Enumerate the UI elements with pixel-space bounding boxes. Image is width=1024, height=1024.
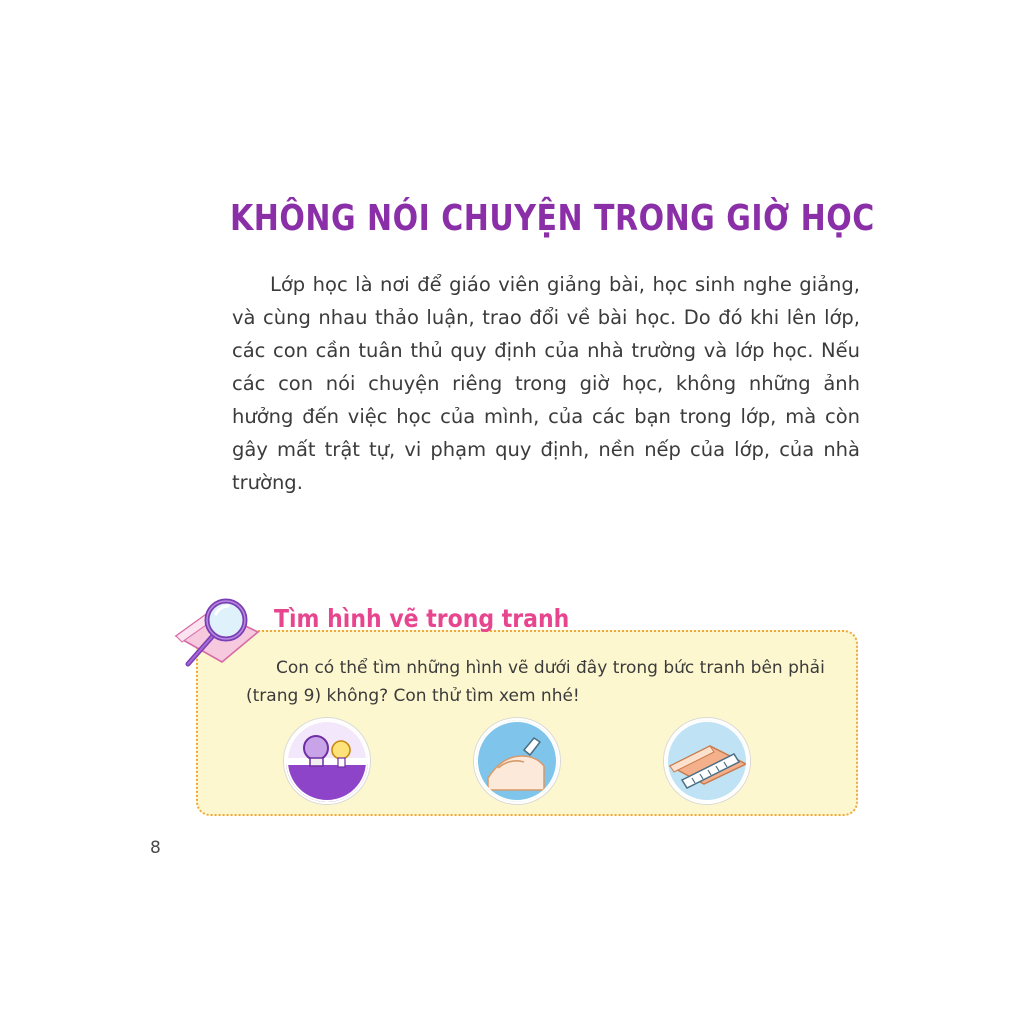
thumb-ruler-book — [664, 718, 750, 804]
activity-instruction: Con có thể tìm những hình vẽ dưới đây trong bức tranh bên phải (trang 9) không? Con thử tìm xem nhé! — [246, 658, 825, 706]
thumb-hand-pen — [474, 718, 560, 804]
thumb-microscope — [284, 718, 370, 804]
activity-heading: Tìm hình vẽ trong tranh — [274, 605, 570, 634]
thumbnail-row — [238, 718, 818, 808]
page-number: 8 — [150, 838, 161, 858]
page-title: KHÔNG NÓI CHUYỆN TRONG GIỜ HỌC — [230, 198, 875, 240]
body-paragraph: Lớp học là nơi để giáo viên giảng bài, học sinh nghe giảng, và cùng nhau thảo luận, trao đổi về bài học. Do đó khi lên lớp, các con cần tuân thủ quy định của nhà trường và lớp học. Nếu các con nói chuyện riêng trong giờ học, không những ảnh hưởng đến việc học của mình, của các bạn trong lớp, mà còn gây mất trật tự, vi phạm quy định, nền nếp của lớp, của nhà trường. — [232, 273, 860, 494]
